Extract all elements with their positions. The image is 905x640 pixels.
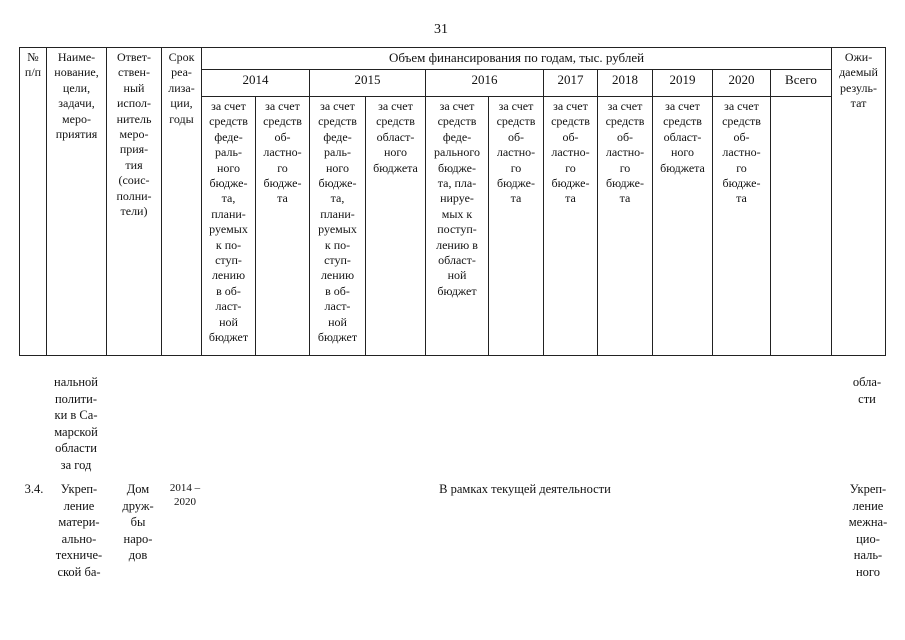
- page-number: 31: [434, 22, 448, 37]
- header-year-2018: 2018: [598, 70, 653, 97]
- header-total: Всего: [771, 70, 832, 97]
- row-result: Укреп- ление межна- цио- наль- ного: [848, 482, 888, 579]
- header-num: № п/п: [20, 48, 47, 356]
- header-funding: Объем финансирования по годам, тыс. рублей: [202, 48, 832, 70]
- source-2014-regional: за счет средств об- ластно- го бюдже- та: [256, 97, 310, 356]
- header-responsible: Ответ- ствен- ный испол- нитель меро- прия- тия (соис- полни- тели): [107, 48, 162, 356]
- source-2016-regional: за счет средств об- ластно- го бюдже- та: [489, 97, 544, 356]
- row-number: 3.4.: [24, 482, 44, 496]
- funding-table: [19, 47, 886, 356]
- source-2015-federal: за счет средств феде- раль- ного бюдже- та, плани- руемых к по- ступ- лению в об- ласт- ной бюджет: [310, 97, 366, 356]
- row-name: Укреп- ление матери- ально- техниче- ской ба-: [55, 482, 103, 579]
- source-2015-regional: за счет средств област- ного бюджета: [366, 97, 426, 356]
- header-term: Срок реа- лиза- ции, годы: [162, 48, 202, 356]
- row-funding-note: В рамках текущей деятельности: [439, 482, 611, 496]
- header-result: Ожи- даемый резуль- тат: [832, 48, 886, 356]
- row-responsible: Дом друж- бы наро- дов: [122, 482, 154, 562]
- header-year-2017: 2017: [544, 70, 598, 97]
- source-2020-regional: за счет средств об- ластно- го бюдже- та: [713, 97, 771, 356]
- source-total-empty: [771, 97, 832, 356]
- header-year-2015: 2015: [310, 70, 426, 97]
- header-year-2016: 2016: [426, 70, 544, 97]
- source-2016-federal: за счет средств феде- рального бюдже- та, пла- нируе- мых к поступ- лению в област- ной бюджет: [426, 97, 489, 356]
- source-2017-regional: за счет средств об- ластно- го бюдже- та: [544, 97, 598, 356]
- source-2019-regional: за счет средств област- ного бюджета: [653, 97, 713, 356]
- header-year-2020: 2020: [713, 70, 771, 97]
- row-term: 2014 – 2020: [169, 482, 201, 508]
- source-2014-federal: за счет средств феде- раль- ного бюдже- та, плани- руемых к по- ступ- лению в об- ласт- ной бюджет: [202, 97, 256, 356]
- header-year-2014: 2014: [202, 70, 310, 97]
- continuation-result: обла- сти: [852, 375, 882, 406]
- source-2018-regional: за счет средств об- ластно- го бюдже- та: [598, 97, 653, 356]
- continuation-name: нальной полити- ки в Са- марской области за год: [54, 375, 98, 472]
- header-year-2019: 2019: [653, 70, 713, 97]
- header-name: Наиме- нование, цели, задачи, меро- приятия: [47, 48, 107, 356]
